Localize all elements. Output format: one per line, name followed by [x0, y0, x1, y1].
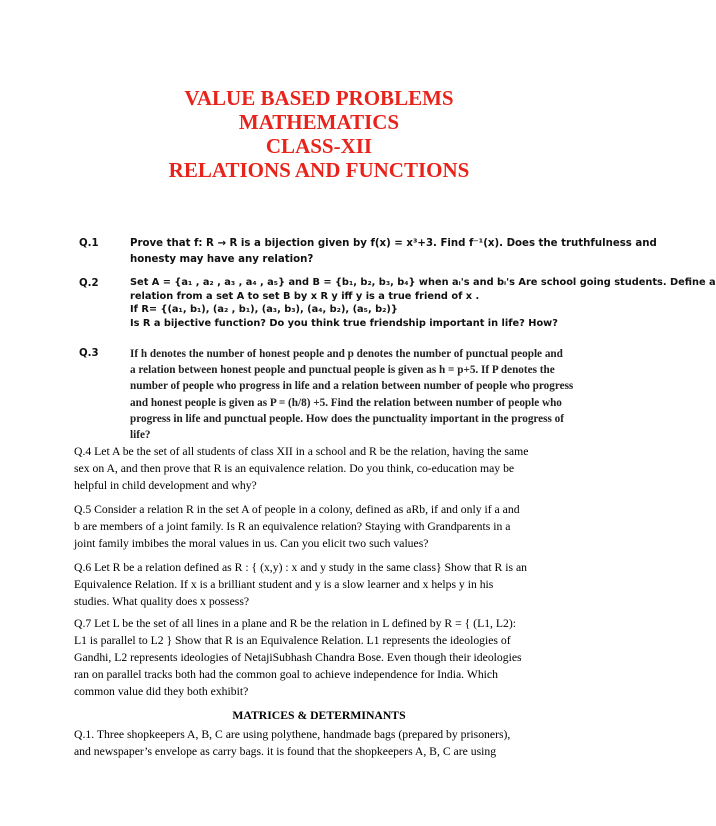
text-line: Gandhi, L2 represents ideologies of NetajiSubhash Chandra Bose. Even though their ideologies — [74, 651, 522, 664]
text-line: Q.5 Consider a relation R in the set A of people in a colony, defined as aRb, if and only if a and — [74, 503, 520, 516]
text-line: progress in life and punctual people. How does the punctuality important in the progress of — [130, 412, 564, 425]
question-7 — [74, 615, 574, 700]
text-line: ran on parallel tracks both had the common goal to achieve independence for India. Which — [74, 668, 498, 681]
question-1 — [0, 236, 657, 276]
text-line: helpful in child development and why? — [74, 479, 257, 492]
title-line-2: MATHEMATICS — [238, 110, 400, 134]
question-1-number: Q.1 — [79, 238, 99, 249]
text-line: studies. What quality does x possess? — [74, 595, 250, 608]
text-line: L1 is parallel to L2 } Show that R is an Equivalence Relation. L1 represents the ideologies of — [74, 634, 511, 647]
question-3 — [0, 346, 638, 446]
text-line: Q.4 Let A be the set of all students of class XII in a school and R be the relation, having the same — [74, 445, 529, 458]
text-line: and newspaper’s envelope as carry bags. it is found that the shopkeepers A, B, C are using — [74, 745, 497, 758]
text-line: Q.6 Let R be a relation defined as R : { (x,y) : x and y study in the same class} Show that R is an — [74, 561, 527, 574]
text-line: relation from a set A to set B by x R y iff y is a true friend of x . — [130, 290, 480, 302]
title-line-1: VALUE BASED PROBLEMS — [184, 86, 454, 110]
text-line: Set A = {a₁ , a₂ , a₃ , a₄ , a₅} and B = {b₁, b₂, b₃, b₄} when aᵢ's and bᵢ's Are school going students. Define a — [130, 277, 716, 288]
question-2 — [0, 276, 716, 344]
question-6 — [74, 559, 574, 610]
question-2-text — [130, 276, 716, 330]
text-line: If R= {(a₁, b₁), (a₂ , b₁), (a₃, b₃), (a₄, b₂), (a₅, b₂)} — [130, 304, 398, 315]
text-line: honesty may have any relation? — [130, 254, 314, 265]
text-line: Is R a bijective function? Do you think true friendship important in life? How? — [130, 317, 558, 329]
question-1-text — [130, 236, 657, 268]
text-line: joint family imbibes the moral values in us. Can you elicit two such values? — [74, 537, 429, 550]
text-line: Q.1. Three shopkeepers A, B, C are using polythene, handmade bags (prepared by prisoners), — [74, 728, 511, 741]
question-5 — [74, 501, 574, 552]
section-heading-matrices: MATRICES & DETERMINANTS — [232, 709, 406, 722]
text-line: If h denotes the number of honest people and p denotes the number of punctual people and — [130, 348, 563, 360]
title-line-3: CLASS-XII — [265, 134, 373, 158]
matrices-question-1 — [74, 726, 574, 760]
text-line: a relation between honest people and punctual people is given as h = p+5. If P denotes the — [130, 364, 555, 377]
text-line: sex on A, and then prove that R is an equivalence relation. Do you think, co-education may be — [74, 462, 515, 475]
question-2-number: Q.2 — [79, 278, 99, 289]
text-line: Prove that f: R → R is a bijection given by f(x) = x³+3. Find f⁻¹(x). Does the truthfulness and — [130, 238, 657, 249]
text-line: number of people who progress in life and a relation between number of people who progress — [130, 380, 574, 393]
text-line: life? — [130, 429, 151, 442]
text-line: and honest people is given as P = (h/8) +5. Find the relation between number of people who — [130, 396, 562, 409]
text-line: Equivalence Relation. If x is a brilliant student and y is a slow learner and x helps y in his — [74, 578, 494, 591]
text-line: common value did they both exhibit? — [74, 685, 249, 698]
question-3-number: Q.3 — [79, 348, 99, 359]
text-line: b are members of a joint family. Is R an equivalence relation? Staying with Grandparents in a — [74, 520, 511, 533]
question-3-text — [130, 346, 586, 443]
text-line: Q.7 Let L be the set of all lines in a plane and R be the relation in L defined by R = { (L1, L2): — [74, 617, 517, 630]
title-line-4: RELATIONS AND FUNCTIONS — [168, 158, 470, 182]
question-4 — [74, 443, 574, 494]
